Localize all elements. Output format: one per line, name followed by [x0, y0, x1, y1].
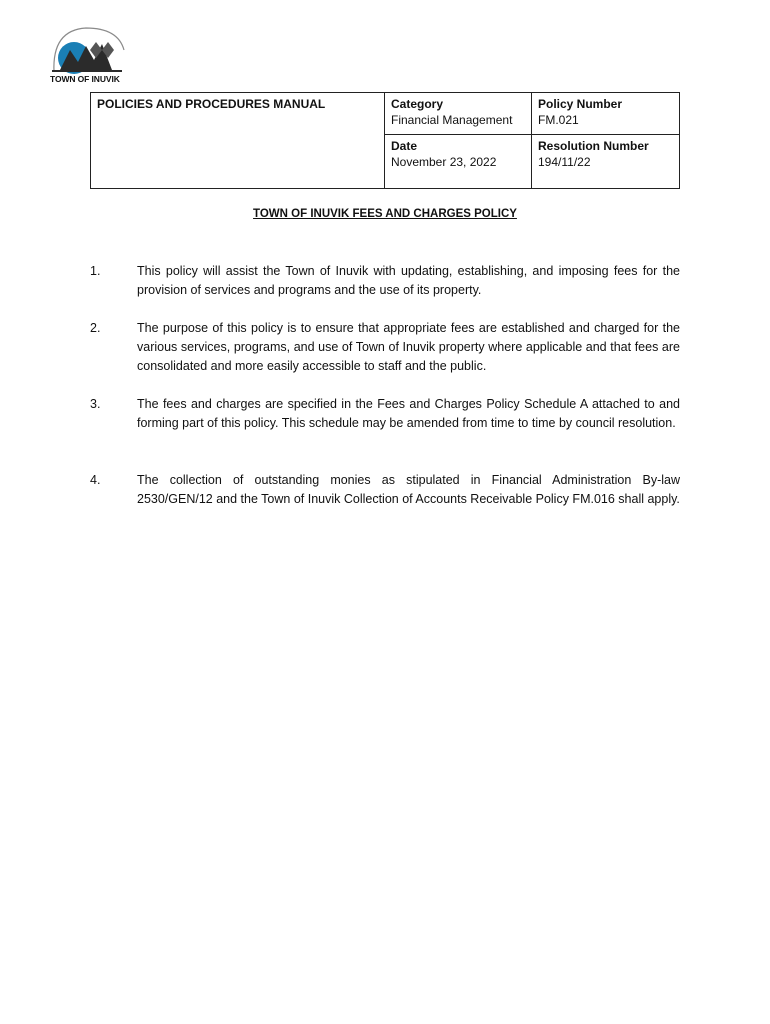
- date-value: November 23, 2022: [391, 155, 497, 169]
- policy-item: [90, 319, 680, 376]
- resolution-cell: [532, 135, 680, 189]
- category-value: Financial Management: [391, 113, 513, 127]
- date-label: Date: [391, 139, 418, 153]
- policy-number-cell: [532, 93, 680, 135]
- town-logo-graphic: [46, 20, 130, 76]
- resolution-label: Resolution Number: [538, 139, 649, 153]
- item-number: 3.: [90, 397, 101, 411]
- item-text: The fees and charges are specified in the Fees and Charges Policy Schedule A attached to and forming part of this policy. This schedule may be amended from time to time by council resolution.: [137, 397, 680, 430]
- date-cell: [385, 135, 532, 189]
- item-text: The collection of outstanding monies as stipulated in Financial Administration By-law 2530/GEN/12 and the Town of Inuvik Collection of Accounts Receivable Policy FM.016 shall apply.: [137, 473, 680, 506]
- town-logo: [46, 20, 130, 86]
- category-cell: [385, 93, 532, 135]
- item-text: This policy will assist the Town of Inuvik with updating, establishing, and imposing fees for the provision of services and programs and the use of its property.: [137, 264, 680, 297]
- item-number: 2.: [90, 321, 101, 335]
- policy-item: [90, 471, 680, 509]
- policy-number-label: Policy Number: [538, 97, 623, 111]
- policy-item: [90, 262, 680, 300]
- policy-item: [90, 395, 680, 433]
- category-label: Category: [391, 97, 444, 111]
- policy-header-table: [90, 92, 680, 189]
- manual-title-cell: [91, 93, 385, 189]
- item-number: 1.: [90, 264, 101, 278]
- logo-text: TOWN OF INUVIK: [50, 74, 120, 84]
- item-text: The purpose of this policy is to ensure that appropriate fees are established and charged for the various services, programs, and use of Town of Inuvik property where applicable and that fees are consolidated and more easily accessible to staff and the public.: [137, 321, 680, 373]
- resolution-value: 194/11/22: [538, 155, 591, 169]
- policy-title: TOWN OF INUVIK FEES AND CHARGES POLICY: [253, 208, 517, 220]
- manual-title: POLICIES AND PROCEDURES MANUAL: [97, 97, 326, 111]
- item-number: 4.: [90, 473, 101, 487]
- policy-number-value: FM.021: [538, 113, 579, 127]
